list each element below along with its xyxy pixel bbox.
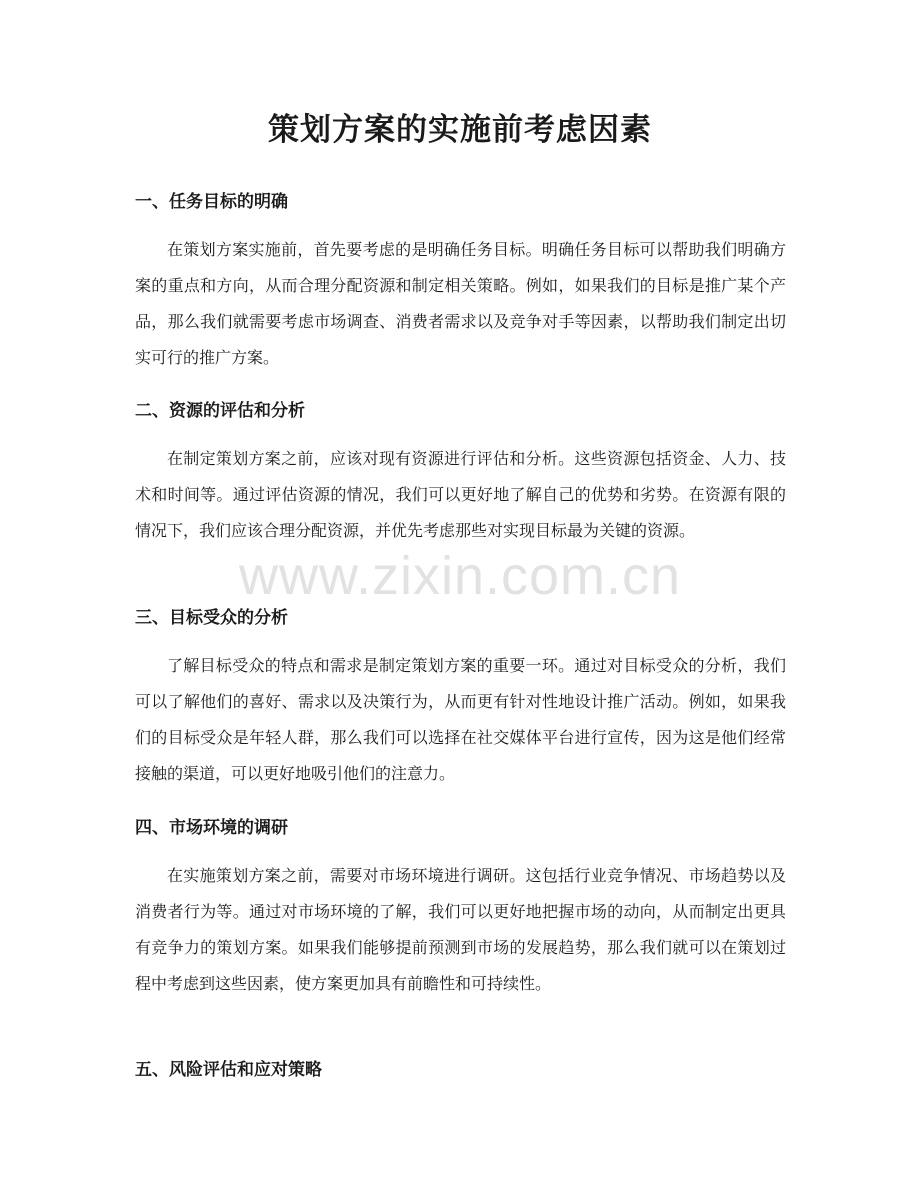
section-paragraph-3: 了解目标受众的特点和需求是制定策划方案的重要一环。通过对目标受众的分析，我们可以了解他们的喜好、需求以及决策行为，从而更有针对性地设计推广活动。例如，如果我们的目标受众是年轻人群，那么我们可以选择在社交媒体平台进行宣传，因为这是他们经常接触的渠道，可以更好地吸引他们的注意力。 [135,656,786,783]
section-heading-5: 五、风险评估和应对策略 [135,1060,322,1080]
watermark-text: www.zixin.com.cn [238,546,682,606]
section-paragraph-4: 在实施策划方案之前，需要对市场环境进行调研。这包括行业竞争情况、市场趋势以及消费者行为等。通过对市场环境的了解，我们可以更好地把握市场的动向，从而制定出更具有竞争力的策划方案。如果我们能够提前预测到市场的发展趋势，那么我们就可以在策划过程中考虑到这些因素，使方案更加具有前瞻性和可持续性。 [135,866,786,993]
document-title: 策划方案的实施前考虑因素 [268,112,652,148]
section-heading-2: 二、资源的评估和分析 [135,401,305,421]
section-heading-4: 四、市场环境的调研 [135,818,288,838]
section-heading-1: 一、任务目标的明确 [135,192,288,212]
section-paragraph-2: 在制定策划方案之前，应该对现有资源进行评估和分析。这些资源包括资金、人力、技术和时间等。通过评估资源的情况，我们可以更好地了解自己的优势和劣势。在资源有限的情况下，我们应该合理分配资源，并优先考虑那些对实现目标最为关键的资源。 [135,449,786,540]
section-heading-3: 三、目标受众的分析 [135,608,288,628]
section-paragraph-1: 在策划方案实施前，首先要考虑的是明确任务目标。明确任务目标可以帮助我们明确方案的重点和方向，从而合理分配资源和制定相关策略。例如，如果我们的目标是推广某个产品，那么我们就需要考虑市场调查、消费者需求以及竞争对手等因素，以帮助我们制定出切实可行的推广方案。 [135,240,786,367]
